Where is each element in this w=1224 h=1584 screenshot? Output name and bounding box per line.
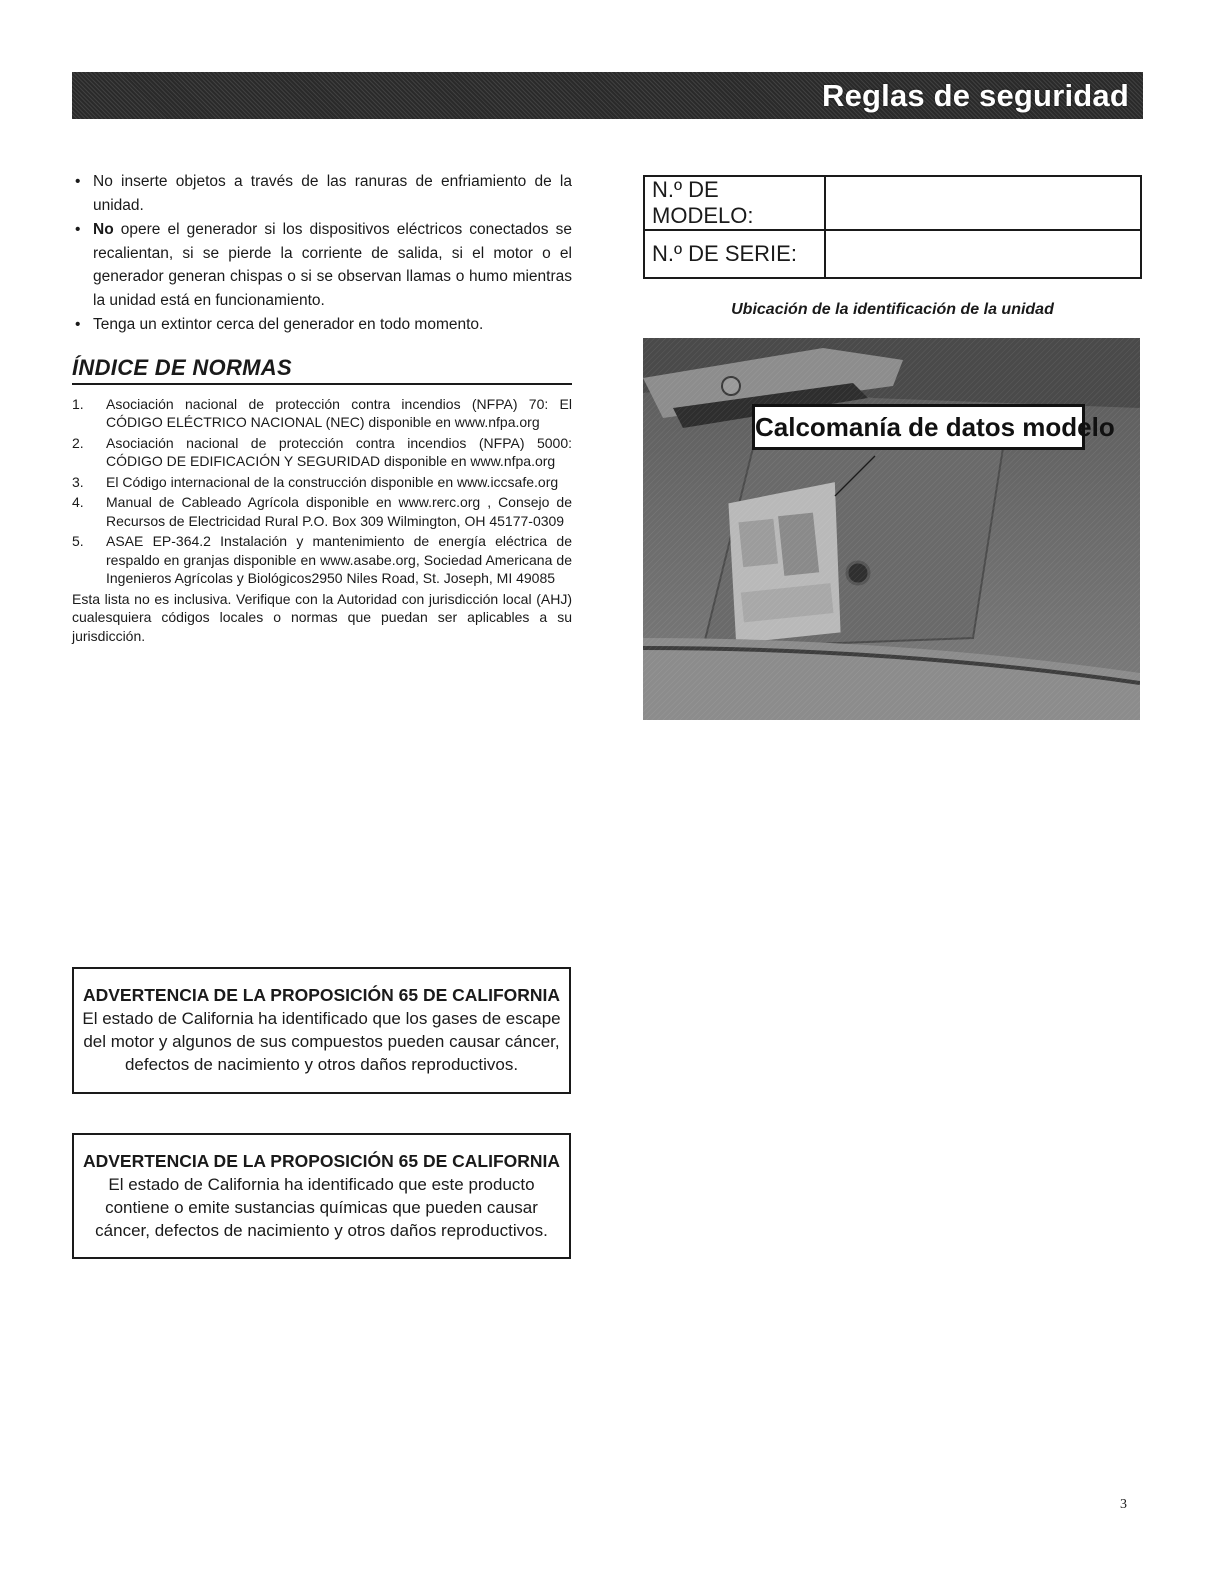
bullet-item [72, 170, 572, 217]
model-number-label: N.º DE MODELO: [644, 176, 825, 230]
prop65-warning-box [72, 1133, 571, 1259]
norm-text: Asociación nacional de protección contra incendios (NFPA) 5000: CÓDIGO DE EDIFICACIÓN Y SEGURIDAD disponible en www.nfpa.org [106, 434, 572, 469]
left-column [72, 170, 572, 645]
norm-text: Manual de Cableado Agrícola disponible en www.rerc.org , Consejo de Recursos de Electricidad Rural P.O. Box 309 Wilmington, OH 45177-0309 [106, 494, 572, 529]
bullet-text: No inserte objetos a través de las ranuras de enfriamiento de la unidad. [93, 173, 572, 214]
bullet-emphasis: No [93, 221, 114, 238]
warning-title: ADVERTENCIA DE LA PROPOSICIÓN 65 DE CALIFORNIA [82, 985, 561, 1005]
norm-item [72, 473, 572, 492]
norms-heading: ÍNDICE DE NORMAS [72, 355, 572, 385]
warning-text: El estado de California ha identificado que los gases de escape del motor y algunos de sus compuestos pueden causar cáncer, defectos de nacimiento y otros daños reproductivos. [82, 1009, 561, 1074]
unit-photo [643, 338, 1140, 720]
bullet-icon: • [75, 221, 81, 238]
norm-text: El Código internacional de la construcción disponible en www.iccsafe.org [106, 473, 559, 490]
serial-row [644, 230, 1141, 278]
bullet-item [72, 218, 572, 312]
norm-item [72, 493, 572, 530]
norm-item [72, 532, 572, 588]
bullet-item [72, 313, 572, 337]
generator-photo-illustration [643, 338, 1140, 720]
prop65-warning-box [72, 967, 571, 1094]
bullet-icon: • [75, 173, 81, 190]
norm-number: 2. [72, 434, 84, 451]
norm-item [72, 395, 572, 432]
safety-bullet-list [72, 170, 572, 337]
model-number-field [825, 176, 1141, 230]
norm-item [72, 434, 572, 471]
unit-id-table [643, 175, 1142, 279]
norms-list [72, 395, 572, 588]
norm-text: ASAE EP-364.2 Instalación y mantenimiento de energía eléctrica de respaldo en granjas disponible en www.asabe.org, Sociedad Americana de Ingenieros Agrícolas y Biológicos2950 Niles Road, St. Joseph, MI 49085 [106, 533, 572, 586]
norms-closing-note: Esta lista no es inclusiva. Verifique con la Autoridad con jurisdicción local (AHJ) cualesquiera códigos locales o normas que puedan ser aplicables a su jurisdicción. [72, 590, 572, 644]
norm-text: Asociación nacional de protección contra incendios (NFPA) 70: El CÓDIGO ELÉCTRICO NACIONAL (NEC) disponible en www.nfpa.org [106, 395, 572, 430]
warning-text: El estado de California ha identificado que este producto contiene o emite sustancias químicas que pueden causar cáncer, defectos de nacimiento y otros daños reproductivos. [95, 1175, 548, 1240]
section-header-bar [72, 72, 1143, 119]
bullet-text: Tenga un extintor cerca del generador en todo momento. [93, 316, 484, 333]
norm-number: 1. [72, 395, 84, 412]
norm-number: 3. [72, 473, 84, 490]
serial-number-field [825, 230, 1141, 278]
norm-number: 5. [72, 533, 84, 549]
warning-title: ADVERTENCIA DE LA PROPOSICIÓN 65 DE CALIFORNIA [82, 1151, 561, 1171]
norm-number: 4. [72, 494, 84, 510]
section-title: Reglas de seguridad [821, 78, 1129, 113]
bullet-text: opere el generador si los dispositivos eléctricos conectados se recalientan, si se pierde la corriente de salida, si el motor o el generador generan chispas o si se observan llamas o humo mientras la unidad está en funcionamiento. [93, 221, 572, 309]
bullet-icon: • [75, 316, 81, 333]
serial-number-label: N.º DE SERIE: [644, 230, 825, 278]
page-number: 3 [1120, 1497, 1127, 1512]
model-row [644, 176, 1141, 230]
unit-id-caption: Ubicación de la identificación de la unidad [731, 301, 1054, 318]
decal-callout-label: Calcomanía de datos modelo [752, 404, 1085, 450]
